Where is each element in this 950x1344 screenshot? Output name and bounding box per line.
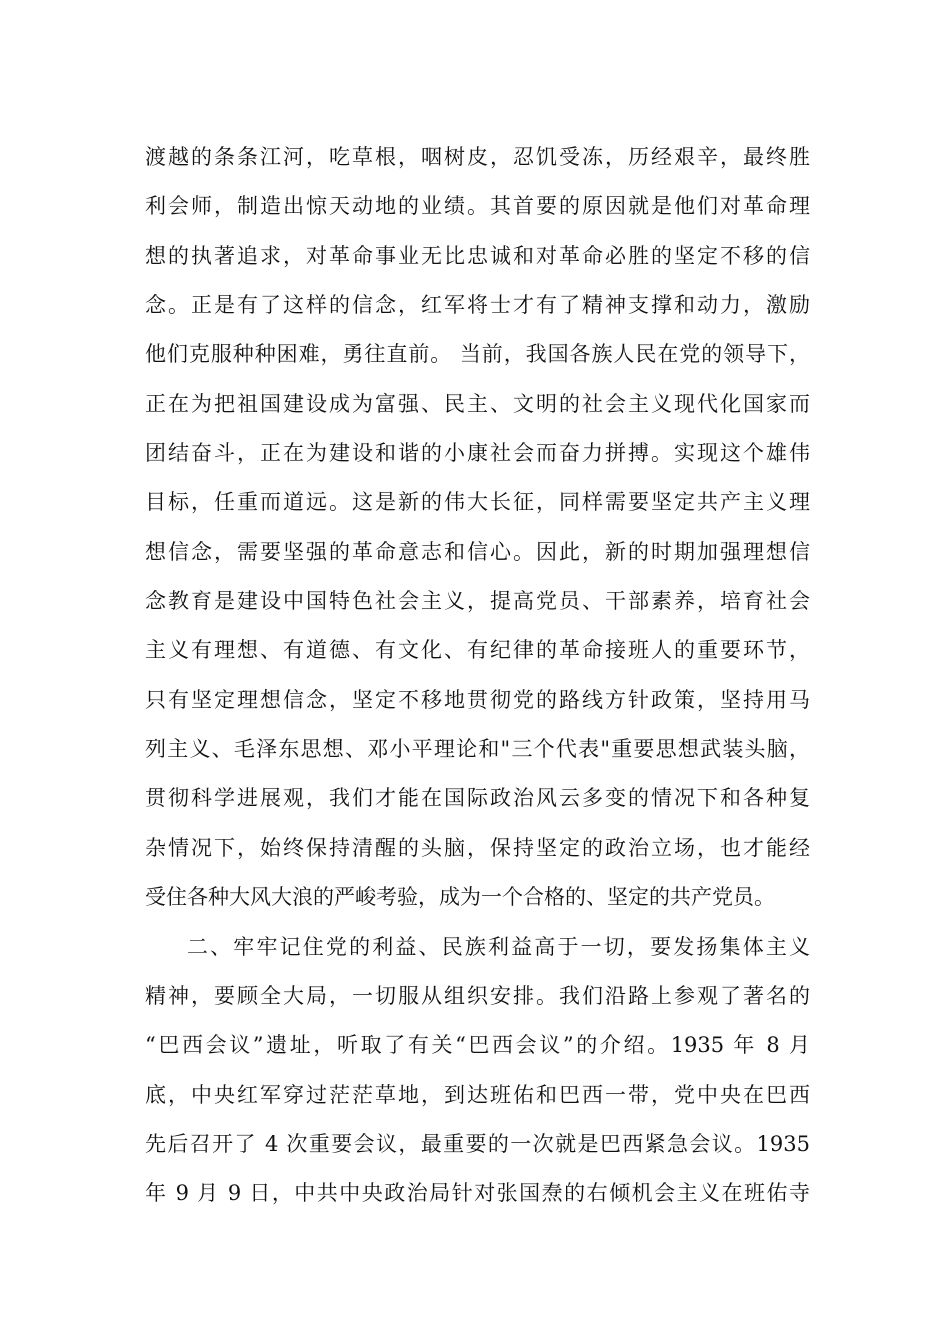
text-line: 年 9 月 9 日，中共中央政治局针对张国焘的右倾机会主义在班佑寺	[145, 1181, 810, 1206]
paragraph-end-line: 受住各种大风大浪的严峻考验，成为一个合格的、坚定的共产党员。	[145, 885, 775, 910]
text-line: 底，中央红军穿过茫茫草地，到达班佑和巴西一带，党中央在巴西	[145, 1082, 810, 1107]
section-heading-line: 二、牢牢记住党的利益、民族利益高于一切，要发扬集体主义	[187, 934, 810, 959]
text-line: 他们克服种种困难，勇往直前。 当前，我国各族人民在党的领导下，	[145, 342, 810, 367]
text-line: “巴西会议”遗址，听取了有关“巴西会议”的介绍。1935 年 8 月	[145, 1033, 810, 1058]
text-line: 列主义、毛泽东思想、邓小平理论和"三个代表"重要思想武装头脑，	[145, 737, 810, 762]
text-line: 想信念，需要坚强的革命意志和信心。因此，新的时期加强理想信	[145, 539, 810, 564]
text-line: 正在为把祖国建设成为富强、民主、文明的社会主义现代化国家而	[145, 391, 810, 416]
text-line: 先后召开了 4 次重要会议，最重要的一次就是巴西紧急会议。1935	[145, 1131, 810, 1156]
text-line: 贯彻科学进展观，我们才能在国际政治风云多变的情况下和各种复	[145, 786, 810, 811]
body-text	[145, 133, 810, 1219]
text-line: 渡越的条条江河，吃草根，咽树皮，忍饥受冻，历经艰辛，最终胜	[145, 145, 810, 169]
text-line: 想的执著追求，对革命事业无比忠诚和对革命必胜的坚定不移的信	[145, 243, 810, 268]
text-line: 念教育是建设中国特色社会主义，提高党员、干部素养，培育社会	[145, 589, 810, 614]
text-line: 团结奋斗，正在为建设和谐的小康社会而奋力拼搏。实现这个雄伟	[145, 441, 810, 466]
text-line: 只有坚定理想信念，坚定不移地贯彻党的路线方针政策，坚持用马	[145, 687, 810, 712]
text-line: 目标，任重而道远。这是新的伟大长征，同样需要坚定共产主义理	[145, 490, 810, 515]
text-line: 利会师，制造出惊天动地的业绩。其首要的原因就是他们对革命理	[145, 194, 810, 219]
text-line: 杂情况下，始终保持清醒的头脑，保持坚定的政治立场，也才能经	[145, 835, 810, 860]
text-line: 精神，要顾全大局，一切服从组织安排。我们沿路上参观了著名的	[145, 983, 810, 1008]
text-line: 念。正是有了这样的信念，红军将士才有了精神支撑和动力，激励	[145, 293, 810, 318]
text-line: 主义有理想、有道德、有文化、有纪律的革命接班人的重要环节，	[145, 638, 810, 663]
